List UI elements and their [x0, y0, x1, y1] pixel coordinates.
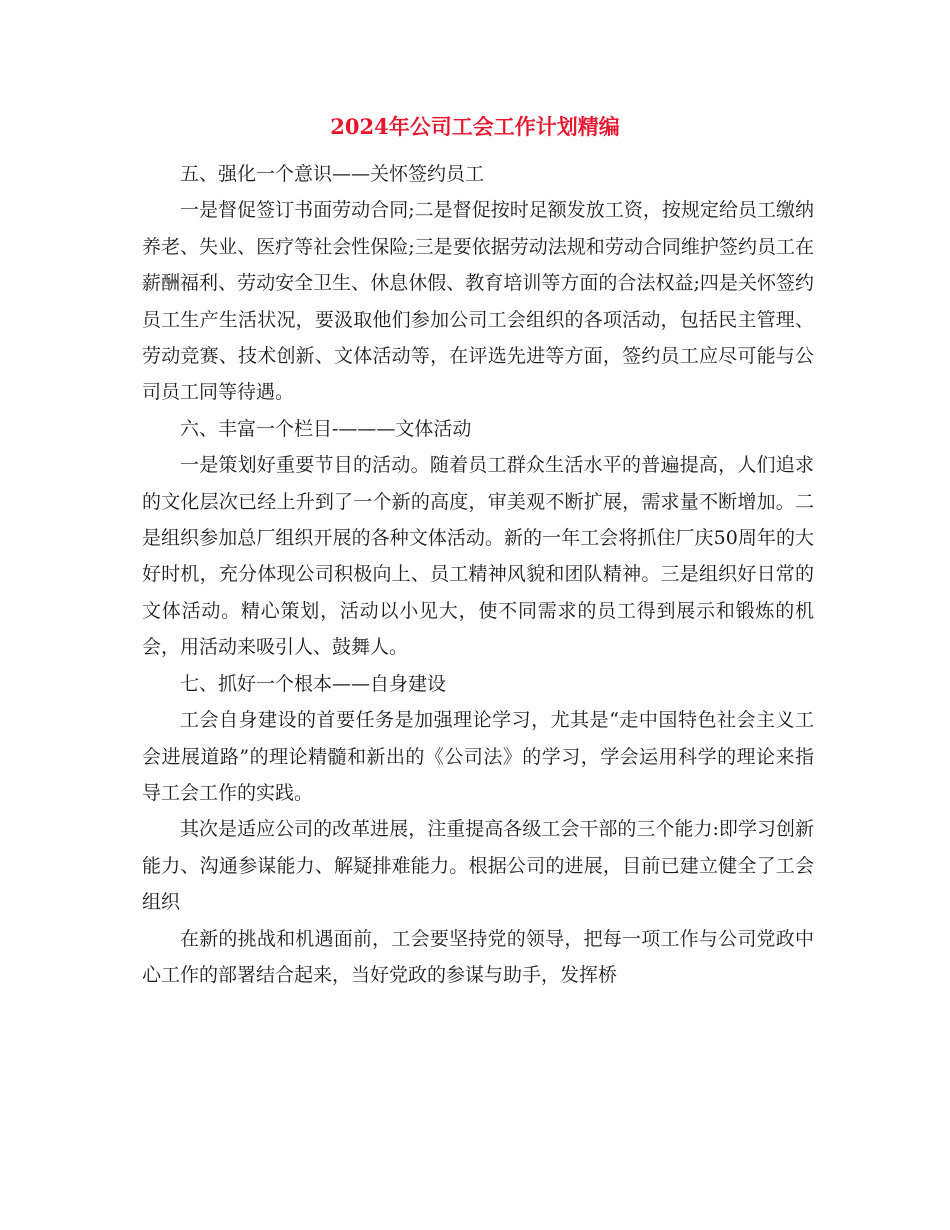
document-body	[142, 156, 814, 993]
document-title: 2024年公司工会工作计划精编	[330, 114, 620, 139]
section-heading-6: 六、丰富一个栏目-———文体活动	[180, 417, 472, 440]
section-heading-7: 七、抓好一个根本——自身建设	[180, 672, 447, 695]
paragraph-party-leadership: 在新的挑战和机遇面前，工会要坚持党的领导，把每一项工作与公司党政中心工作的部署结合起来，当好党政的参谋与助手，发挥桥	[142, 927, 814, 986]
paragraph-theory-study: 工会自身建设的首要任务是加强理论学习，尤其是“走中国特色社会主义工会进展道路”的理论精髓和新出的《公司法》的学习，学会运用科学的理论来指导工会工作的实践。	[142, 709, 814, 804]
paragraph-cadre-abilities: 其次是适应公司的改革进展，注重提高各级工会干部的三个能力:即学习创新能力、沟通参谋能力、解疑排难能力。根据公司的进展，目前已建立健全了工会组织	[142, 818, 814, 914]
paragraph-cultural-activities: 一是策划好重要节目的活动。随着员工群众生活水平的普遍提高，人们追求的文化层次已经上升到了一个新的高度，审美观不断扩展，需求量不断增加。二是组织参加总厂组织开展的各种文体活动。新的一年工会将抓住厂庆50周年的大好时机，充分体现公司积极向上、员工精神风貌和团队精神。三是组织好日常的文体活动。精心策划，活动以小见大，使不同需求的员工得到展示和锻炼的机会，用活动来吸引人、鼓舞人。	[142, 454, 814, 659]
section-heading-5: 五、强化一个意识——关怀签约员工	[180, 163, 485, 185]
paragraph-contract-staff: 一是督促签订书面劳动合同;二是督促按时足额发放工资，按规定给员工缴纳养老、失业、医疗等社会性保险;三是要依据劳动法规和劳动合同维护签约员工在薪酬福利、劳动安全卫生、休息休假、教育培训等方面的合法权益;四是关怀签约员工生产生活状况，要汲取他们参加公司工会组织的各项活动，包括民主管理、劳动竞赛、技术创新、文体活动等，在评选先进等方面，签约员工应尽可能与公司员工同等待遇。	[142, 199, 814, 404]
